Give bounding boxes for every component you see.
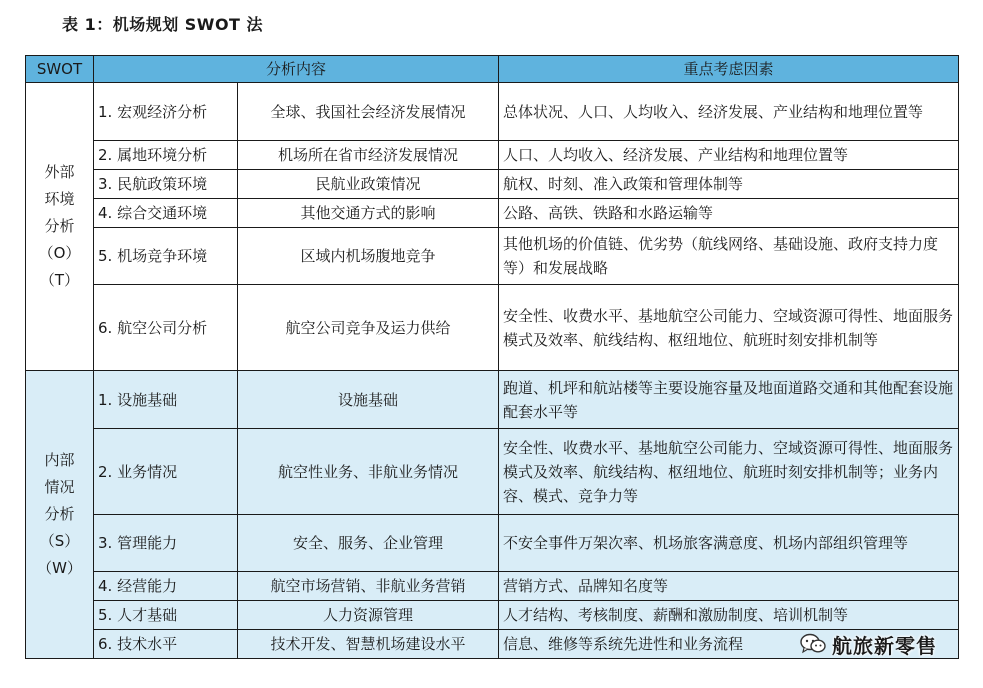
external-section [26, 83, 959, 371]
watermark-text: 航旅新零售 [832, 633, 937, 658]
key-factors: 航权、时刻、准入政策和管理体制等 [499, 170, 959, 199]
analysis-content: 民航业政策情况 [238, 170, 499, 199]
sub-item: 2. 属地环境分析 [94, 141, 238, 170]
sub-item: 6. 技术水平 [94, 630, 238, 659]
table-caption: 表 1：机场规划 SWOT 法 [62, 15, 264, 34]
key-factors: 安全性、收费水平、基地航空公司能力、空域资源可得性、地面服务模式及效率、航线结构、枢纽地位、航班时刻安排机制等 [499, 285, 959, 371]
table-row [26, 371, 959, 429]
key-factors: 不安全事件万架次率、机场旅客满意度、机场内部组织管理等 [499, 515, 959, 572]
table-row [26, 141, 959, 170]
table-row [26, 199, 959, 228]
external-group-label: 外部 环境 分析 （O） （T） [26, 83, 94, 371]
key-factors: 营销方式、品牌知名度等 [499, 572, 959, 601]
analysis-content: 机场所在省市经济发展情况 [238, 141, 499, 170]
table-row [26, 285, 959, 371]
analysis-content: 区域内机场腹地竞争 [238, 228, 499, 285]
key-factors: 安全性、收费水平、基地航空公司能力、空域资源可得性、地面服务模式及效率、航线结构、枢纽地位、航班时刻安排机制等；业务内容、模式、竞争力等 [499, 429, 959, 515]
sub-item: 3. 民航政策环境 [94, 170, 238, 199]
internal-group-label: 内部 情况 分析 （S） （W） [26, 371, 94, 659]
analysis-content: 全球、我国社会经济发展情况 [238, 83, 499, 141]
sub-item: 4. 经营能力 [94, 572, 238, 601]
swot-table [25, 55, 959, 659]
key-factors: 信息、维修等系统先进性和业务流程 [499, 630, 959, 659]
header-key-factors: 重点考虑因素 [499, 56, 959, 83]
analysis-content: 其他交通方式的影响 [238, 199, 499, 228]
key-factors: 其他机场的价值链、优劣势（航线网络、基础设施、政府支持力度等）和发展战略 [499, 228, 959, 285]
wechat-icon [800, 633, 826, 655]
analysis-content: 航空市场营销、非航业务营销 [238, 572, 499, 601]
header-swot: SWOT [26, 56, 94, 83]
analysis-content: 人力资源管理 [238, 601, 499, 630]
key-factors: 人才结构、考核制度、薪酬和激励制度、培训机制等 [499, 601, 959, 630]
sub-item: 3. 管理能力 [94, 515, 238, 572]
sub-item: 5. 人才基础 [94, 601, 238, 630]
sub-item: 1. 宏观经济分析 [94, 83, 238, 141]
header-analysis-content: 分析内容 [94, 56, 499, 83]
table-row [26, 601, 959, 630]
table-row [26, 429, 959, 515]
key-factors: 公路、高铁、铁路和水路运输等 [499, 199, 959, 228]
analysis-content: 设施基础 [238, 371, 499, 429]
header-row [26, 56, 959, 83]
sub-item: 6. 航空公司分析 [94, 285, 238, 371]
sub-item: 4. 综合交通环境 [94, 199, 238, 228]
analysis-content: 航空性业务、非航业务情况 [238, 429, 499, 515]
watermark [800, 630, 937, 658]
key-factors: 人口、人均收入、经济发展、产业结构和地理位置等 [499, 141, 959, 170]
analysis-content: 安全、服务、企业管理 [238, 515, 499, 572]
sub-item: 5. 机场竞争环境 [94, 228, 238, 285]
table-row [26, 228, 959, 285]
table-row [26, 170, 959, 199]
internal-section [26, 371, 959, 659]
analysis-content: 航空公司竞争及运力供给 [238, 285, 499, 371]
table-row [26, 83, 959, 141]
analysis-content: 技术开发、智慧机场建设水平 [238, 630, 499, 659]
table-row [26, 572, 959, 601]
key-factors: 跑道、机坪和航站楼等主要设施容量及地面道路交通和其他配套设施配套水平等 [499, 371, 959, 429]
table-row [26, 515, 959, 572]
sub-item: 1. 设施基础 [94, 371, 238, 429]
sub-item: 2. 业务情况 [94, 429, 238, 515]
key-factors: 总体状况、人口、人均收入、经济发展、产业结构和地理位置等 [499, 83, 959, 141]
